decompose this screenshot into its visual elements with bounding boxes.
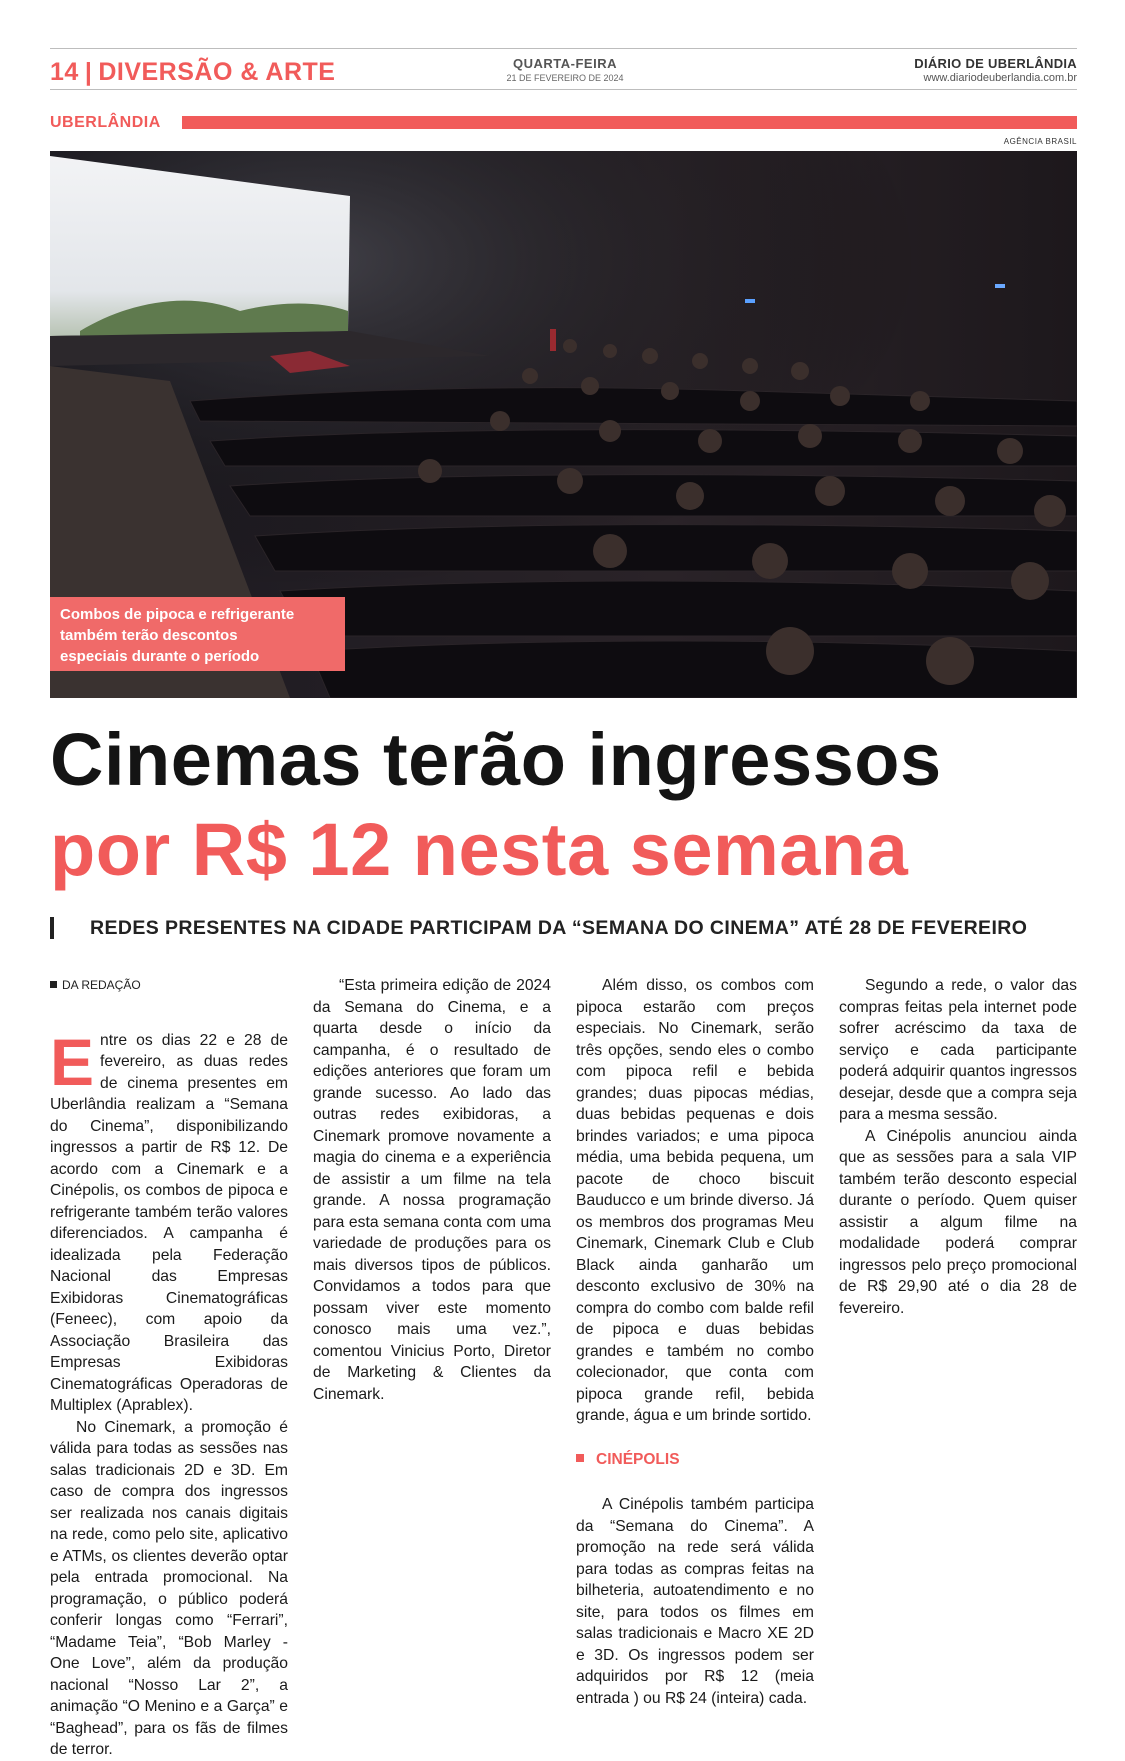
section-bar [182, 116, 1077, 129]
article-column-1 [50, 975, 288, 1761]
issue-date [490, 56, 640, 83]
article-paragraph: No Cinemark, a promoção é válida para todas as sessões nas salas tradicionais 2D e 3D. Em caso de compra dos ingressos ser realizada nos canais digitais na rede, como pelo site, aplicativo e ATMs, os clientes deverão optar pela entrada promocional. Na programação, o público poderá conferir longas como “Ferrari”, “Madame Teia”, “Bob Marley - One Love”, além da produção nacional “Nosso Lar 2”, a animação “O Menino e a Garça” e “Baghead”, para os fãs de filmes de terror. [50, 1418, 288, 1758]
photo-credit: AGÊNCIA BRASIL [1003, 137, 1077, 146]
date: 21 DE FEVEREIRO DE 2024 [506, 73, 624, 83]
subsection-title: CINÉPOLIS [596, 1450, 680, 1468]
headline-line-2: por R$ 12 nesta semana [50, 808, 909, 891]
byline [50, 975, 288, 997]
article-paragraph: “Esta primeira edição de 2024 da Semana do Cinema, e a quarta desde o início da campanha, é o resultado de edições anteriores que foram um grande sucesso. Ao lado das outras redes exibidoras, a Cinemark promove novamente a magia do cinema e a experiência de assistir a um filme na tela grande. A nossa programação para esta semana conta com uma variedade de produções para os mais diversos tipos de públicos. Convidamos a todos para que possam viver este momento conosco mais uma vez.”, comentou Vinicius Porto, Diretor de Marketing & Clientes da Cinemark. [313, 977, 551, 1403]
subsection-square-icon [576, 1454, 584, 1462]
page-section-header [50, 58, 335, 87]
section-label: UBERLÂNDIA [50, 114, 161, 131]
top-rule [50, 48, 1077, 49]
caption-line: especiais durante o período [60, 648, 260, 665]
caption-line: Combos de pipoca e refrigerante [60, 606, 295, 623]
paragraph-text: ntre os dias 22 e 28 de fevereiro, as duas redes de cinema presentes em Uberlândia realizam a “Semana do Cinema”, disponibilizando ingressos a partir de R$ 12. De acordo com a Cinemark e a Cinépolis, os combos de pipoca e refrigerante também terão valores diferenciados. A campanha é idealizada pela Federação Nacional das Empresas Exibidoras Cinematográficas (Feneec), com apoio da Associação Brasileira das Empresas Exibidoras Cinematográficas Operadoras de Multiplex (Aprablex). [50, 1031, 288, 1414]
byline-text: DA REDAÇÃO [62, 978, 141, 992]
newspaper-website: www.diariodeuberlandia.com.br [923, 72, 1077, 84]
newspaper-identity [914, 56, 1077, 84]
article-column-4 [839, 975, 1077, 1319]
article-paragraph: Além disso, os combos com pipoca estarão com preços especiais. No Cinemark, serão três opções, sendo eles o combo com pipoca refil e bebida grandes; duas pipocas médias, duas bebidas pequenas e dois brindes variados; e uma pipoca média, uma bebida pequena, um pacote de choco biscuit Bauducco e um brinde diverso. Já os membros dos programas Meu Cinemark, Cinemark Club e Club Black ainda ganharão um desconto exclusivo de 30% na compra do combo com balde refil de pipoca e duas bebidas grandes e também no combo colecionador, que conta com pipoca grande refil, bebida grande, água e um brinde sortido. [576, 977, 814, 1424]
article-paragraph: A Cinépolis anunciou ainda que as sessões para a sala VIP também terão desconto especial durante o período. Quem quiser assistir a algum filme na modalidade poderá comprar ingressos pelo preço promocional de R$ 29,90 até o dia 28 de fevereiro. [839, 1127, 1077, 1317]
masthead-bottom-rule [50, 89, 1077, 90]
photo-caption [50, 597, 345, 671]
header-separator: | [84, 58, 93, 86]
page-number: 14 [50, 58, 79, 86]
article-paragraph [50, 1024, 288, 1417]
byline-square-icon [50, 981, 57, 988]
caption-line: também terão descontos [60, 627, 238, 644]
article-column-3 [576, 975, 814, 1709]
headline-line-1: Cinemas terão ingressos [50, 718, 942, 801]
weekday: QUARTA-FEIRA [513, 56, 617, 71]
article-paragraph: A Cinépolis também participa da “Semana do Cinema”. A promoção na rede será válida para todas as compras feitas na bilheteria, autoatendimento e no site, para todos os filmes em salas tradicionais e Macro XE 2D e 3D. Os ingressos podem ser adquiridos por R$ 12 (meia entrada ) ou R$ 24 (inteira) cada. [576, 1496, 814, 1707]
section-name: DIVERSÃO & ARTE [98, 58, 336, 86]
article-column-2 [313, 975, 551, 1405]
newspaper-name: DIÁRIO DE UBERLÂNDIA [914, 56, 1077, 71]
article-paragraph: Segundo a rede, o valor das compras feitas pela internet pode sofrer acréscimo da taxa de serviço e cada participante poderá adquirir quantos ingressos desejar, desde que a compra seja para a mesma sessão. [839, 977, 1077, 1123]
subheadline: REDES PRESENTES NA CIDADE PARTICIPAM DA “SEMANA DO CINEMA” ATÉ 28 DE FEVEREIRO [90, 917, 1028, 939]
subheadline-marker [50, 917, 54, 939]
drop-cap: E [50, 1024, 95, 1099]
subsection-heading [576, 1449, 814, 1471]
